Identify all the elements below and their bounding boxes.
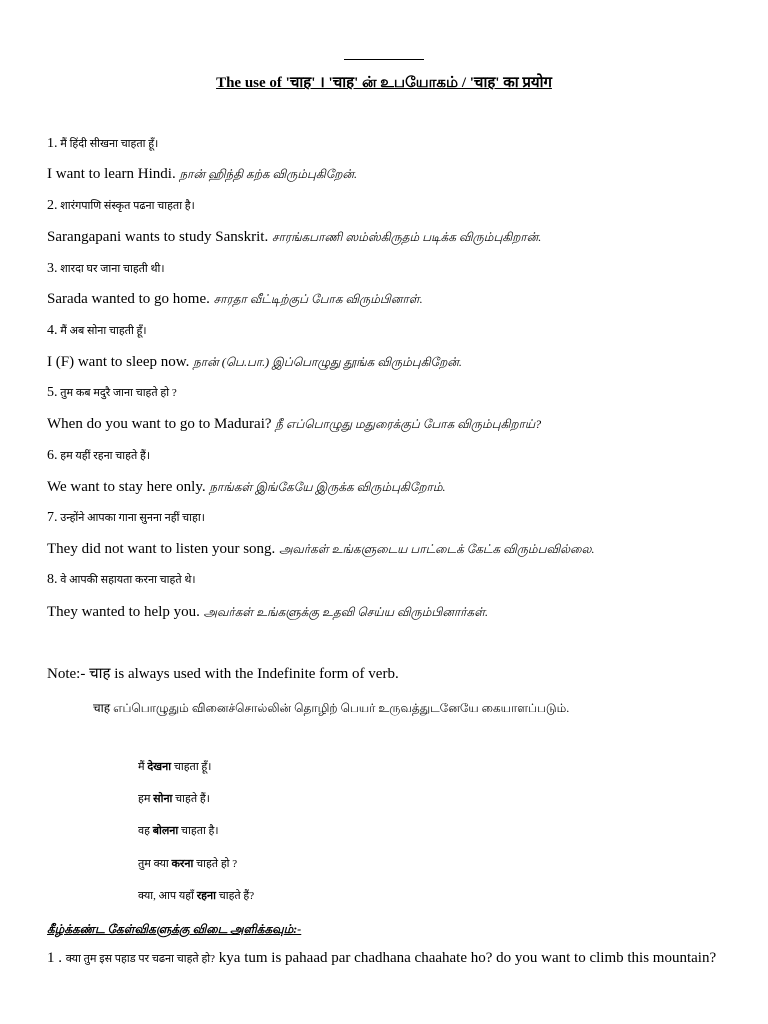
page-title: The use of 'चाह' । 'चाह' ன் உபயோகம் / 'चाह' का प्रयोग [216, 75, 552, 91]
sentence-hindi [47, 261, 165, 277]
english-text: When do you want to go to Madurai? [47, 416, 272, 432]
hindi-text: तुम कब मदुरै जाना चाहते हो ? [60, 387, 177, 399]
sentence-translation [47, 479, 445, 496]
tamil-text: நாங்கள் இங்கேயே இருக்க விரும்புகிறோம். [209, 480, 446, 494]
example-sentence [138, 791, 210, 806]
sentence-hindi [47, 385, 177, 401]
hindi-text: शारंगपाणि संस्कृत पढना चाहता है। [60, 200, 195, 212]
sentence-number: 6. [47, 448, 58, 463]
sentence-number: 4. [47, 323, 58, 338]
question-1-number: 1 . [47, 950, 62, 966]
tamil-text: நான் ஹிந்தி கற்க விரும்புகிறேன். [179, 167, 358, 181]
example-post: चाहते हैं। [172, 793, 210, 805]
questions-heading: கீழ்க்கண்ட கேள்விகளுக்கு விடை அளிக்கவும்:- [47, 922, 302, 936]
example-pre: तुम क्या [138, 858, 172, 870]
hindi-text: उन्होंने आपका गाना सुनना नहीं चाहा। [60, 512, 205, 524]
example-verb: रहना [196, 890, 216, 902]
example-sentence [138, 856, 237, 871]
example-sentence [138, 888, 254, 903]
example-verb: देखना [147, 761, 172, 773]
question-1-hindi: क्या तुम इस पहाड पर चढना चाहते हो? [65, 953, 216, 965]
sentence-number: 2. [47, 198, 58, 213]
note-tamil: चाह எப்பொழுதும் வினைச்சொல்லின் தொழிற் பெயர் உருவத்துடனேயே கையாளப்படும். [93, 701, 570, 715]
example-pre: वह [138, 825, 153, 837]
sentence-hindi [47, 323, 147, 339]
sentence-hindi [47, 572, 196, 588]
example-post: चाहता हूँ। [171, 761, 212, 773]
tamil-text: அவர்கள் உங்களுக்கு உதவி செய்ய விரும்பினார்கள். [203, 605, 489, 619]
english-text: They did not want to listen your song. [47, 541, 276, 557]
hindi-text: हम यहीं रहना चाहते हैं। [60, 450, 150, 462]
example-verb: करना [171, 858, 194, 870]
sentence-number: 5. [47, 385, 58, 400]
sentence-hindi [47, 510, 205, 526]
example-post: चाहते हैं? [215, 890, 255, 902]
sentence-hindi [47, 136, 158, 152]
tamil-text: சாரதா வீட்டிற்குப் போக விரும்பினாள். [213, 292, 423, 306]
note-english: Note:- चाह is always used with the Indefinite form of verb. [47, 666, 399, 682]
tamil-text: நான் (பெ.பா.) இப்பொழுது தூங்க விரும்புகிறேன். [193, 355, 462, 369]
english-text: They wanted to help you. [47, 604, 200, 620]
example-verb: सोना [153, 793, 173, 805]
english-text: Sarada wanted to go home. [47, 291, 210, 307]
question-1-text: kya tum is pahaad par chadhana chaahate ho? do you want to climb this mountain? [218, 950, 717, 966]
sentence-translation [47, 416, 541, 433]
sentence-translation [47, 354, 462, 371]
hindi-text: मैं हिंदी सीखना चाहता हूँ। [60, 138, 159, 150]
example-sentence [138, 823, 219, 838]
english-text: Sarangapani wants to study Sanskrit. [47, 229, 269, 245]
sentence-translation [47, 166, 357, 183]
sentence-number: 7. [47, 510, 58, 525]
hindi-text: शारदा घर जाना चाहती थी। [60, 263, 165, 275]
example-post: चाहता है। [178, 825, 219, 837]
sentence-translation [47, 229, 541, 246]
sentence-number: 8. [47, 572, 58, 587]
sentence-hindi [47, 198, 195, 214]
sentence-hindi [47, 448, 150, 464]
english-text: We want to stay here only. [47, 479, 206, 495]
example-pre: हम [138, 793, 154, 805]
top-rule [344, 59, 424, 60]
sentence-translation [47, 291, 423, 308]
tamil-text: அவர்கள் உங்களுடைய பாட்டைக் கேட்க விரும்பவில்லை. [279, 542, 595, 556]
example-verb: बोलना [152, 825, 179, 837]
hindi-text: मैं अब सोना चाहती हूँ। [60, 325, 147, 337]
sentence-number: 1. [47, 136, 58, 151]
example-pre: मैं [138, 761, 148, 773]
question-1 [47, 950, 716, 967]
example-sentence [138, 759, 211, 774]
example-post: चाहते हो ? [193, 858, 238, 870]
sentence-translation [47, 541, 594, 558]
sentence-number: 3. [47, 261, 58, 276]
example-pre: क्या, आप यहाँ [138, 890, 197, 902]
tamil-text: நீ எப்பொழுது மதுரைக்குப் போக விரும்புகிறாய்? [275, 417, 542, 431]
sentence-translation [47, 604, 488, 621]
tamil-text: சாரங்கபாணி ஸம்ஸ்கிருதம் படிக்க விரும்புகிறான். [271, 230, 542, 244]
english-text: I (F) want to sleep now. [47, 354, 190, 370]
english-text: I want to learn Hindi. [47, 166, 176, 182]
hindi-text: वे आपकी सहायता करना चाहते थे। [60, 574, 196, 586]
